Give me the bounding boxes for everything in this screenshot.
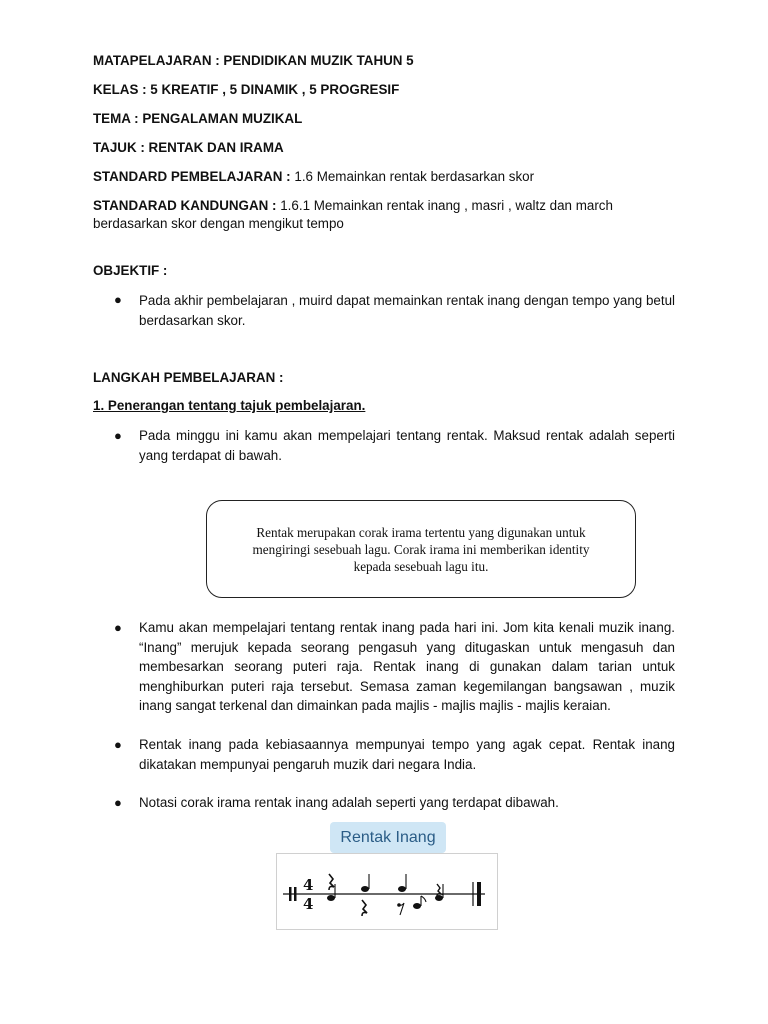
bullet-icon: ● [114, 620, 122, 635]
paragraph-1: Pada minggu ini kamu akan mempelajari tentang rentak. Maksud rentak adalah seperti yang terdapat di bawah. [139, 428, 675, 463]
bullet-icon: ● [114, 737, 122, 752]
bullet-icon: ● [114, 795, 122, 810]
class-line: KELAS : 5 KREATIF , 5 DINAMIK , 5 PROGRESIF [93, 82, 400, 97]
quarter-rest-icon [329, 874, 334, 890]
objective-text: Pada akhir pembelajaran , muird dapat memainkan rentak inang dengan tempo yang betul berdasarkan skor. [139, 293, 675, 328]
time-sig-bottom: 4 [303, 895, 314, 913]
note-head-icon [413, 903, 421, 909]
quarter-rest-icon [362, 900, 367, 916]
content-value-2: berdasarkan skor dengan mengikut tempo [93, 216, 344, 231]
objective-heading: OBJEKTIF : [93, 263, 168, 278]
note-head-icon [327, 895, 335, 901]
quarter-rest-icon [437, 884, 441, 896]
note-head-icon [435, 895, 443, 901]
note-head-icon [398, 886, 406, 892]
content-line [93, 198, 613, 213]
bullet-icon: ● [114, 428, 122, 443]
standard-value: 1.6 Memainkan rentak berdasarkan skor [294, 169, 535, 184]
paragraph-2: Kamu akan mempelajari tentang rentak inang pada hari ini. Jom kita kenali muzik inang. “Inang” merujuk kepada seorang pengasuh yang ditugaskan untuk mengasuh dan membesarkan seorang puteri raja. Rentak inang di gunakan dalam tarian untuk menghiburkan puteri raja tersebut. Semasa zaman kegemilangan bangsawan , muzik inang sangat terkenal dan dimainkan pada majlis - majlis majlis - majlis keraian. [139, 620, 675, 713]
paragraph-4: Notasi corak irama rentak inang adalah seperti yang terdapat dibawah. [139, 795, 559, 810]
bullet-icon: ● [114, 292, 122, 307]
definition-text: Rentak merupakan corak irama tertentu yang digunakan untuk mengiringi sesebuah lagu. Corak irama ini memberikan identity kepada sesebuah lagu itu. [252, 524, 590, 574]
note-head-icon [361, 886, 369, 892]
theme-line: TEMA : PENGALAMAN MUZIKAL [93, 111, 303, 126]
paragraph-3: Rentak inang pada kebiasaannya mempunyai tempo yang agak cepat. Rentak inang dikatakan mempunyai pengaruh muzik dari negara India. [139, 737, 675, 772]
steps-heading: LANGKAH PEMBELAJARAN : [93, 370, 284, 385]
time-sig-top: 4 [303, 876, 314, 894]
content-label: STANDARAD KANDUNGAN : [93, 198, 277, 213]
title-line: TAJUK : RENTAK DAN IRAMA [93, 140, 284, 155]
standard-line [93, 169, 534, 184]
definition-box [206, 500, 636, 598]
rhythm-notation [277, 854, 497, 929]
figure-label: Rentak Inang [330, 822, 446, 853]
subject-line: MATAPELAJARAN : PENDIDIKAN MUZIK TAHUN 5 [93, 53, 414, 68]
percussion-clef-icon [289, 887, 292, 901]
rhythm-score [276, 853, 498, 930]
standard-label: STANDARD PEMBELAJARAN : [93, 169, 291, 184]
step1-title: 1. Penerangan tentang tajuk pembelajaran. [93, 398, 366, 413]
content-value-1: 1.6.1 Memainkan rentak inang , masri , waltz dan march [280, 198, 613, 213]
